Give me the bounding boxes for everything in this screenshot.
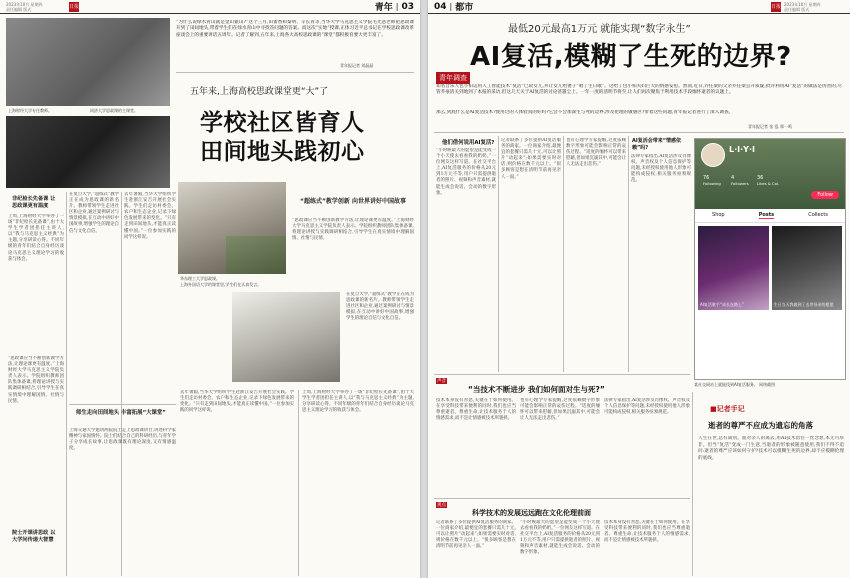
article-body: “小时候最大的愿望是能变成一个小天使去看看我的奶奶。”一位网友这样写道。在社交平台上,AI复活服务的价格从20元到1万元不等,用户只需提供逝者的照片、视频和声音素材,就能生成会说话、会动的数字形象。: [436, 148, 496, 196]
paper-logo: 日报: [69, 2, 79, 12]
editorial-body: 人生在世,总有离别。面对亲人的离去,用AI技术留住一丝念想,本无可厚非。但当“复活”变成一门生意,当逝者的形象被随意使用,我们不得不追问:逝者的尊严应该如何守护?技术可以模糊生死的边界,却不应模糊伦理的底线。: [698, 436, 844, 461]
newspaper-page-right: [428, 0, 850, 578]
stat-following: 76 Following: [703, 175, 721, 186]
paper-logo: 日报: [771, 2, 781, 12]
editorial-tag: ■记者手记: [710, 405, 745, 413]
subhead: 科学技术的发展远远跑在文化伦理前面: [472, 509, 591, 517]
subhead: AI复活会带来“情感依赖”吗?: [632, 138, 682, 151]
tab-posts[interactable]: Posts: [758, 212, 775, 218]
divider: [434, 498, 690, 499]
deck: 最低20元最高1万元 就能实现“数字永生”: [508, 24, 691, 35]
divider: [434, 374, 690, 375]
stat-followers: 4 Followers: [731, 175, 749, 186]
classroom-photo: [6, 18, 170, 106]
profile-title: L·I·Y·I: [729, 145, 755, 154]
page-number: 03: [401, 1, 414, 12]
kicker: 五年来,上海高校思政课堂更“大”了: [190, 87, 329, 97]
headline: AI复活,模糊了生死的边界?: [470, 42, 792, 72]
follow-button[interactable]: Follow: [811, 191, 839, 199]
article-body: 记者联系了多位提供AI复活服务的商家。一位商家介绍,最便宜的套餐只需几十元,可以让照片“动起来”;如果需要实时对话,则价格在数千元以上。“很多顾客是想在清明节前再见亲人一面。”: [436, 520, 516, 550]
article-body: 也有心理学专家提醒,过度依赖数字形象可能会影响正常的哀伤过程。“适度的缅怀可以带来慰藉,但如果沉溺其中,可能会让人无法走出悲伤。”: [566, 138, 626, 168]
article-body: 法律专家指出,AI复活涉及肖像权、声音权及个人信息保护等问题,未经授权使用他人形象可能构成侵权,相关服务亟须规范。: [604, 398, 690, 416]
headline-line-2: 田间地头践初心: [200, 139, 365, 165]
article-body: 法律专家指出,AI复活涉及肖像权、声音权及个人信息保护等问题,未经授权使用他人形象可能构成侵权,相关服务亟须规范。: [631, 154, 691, 184]
article-body: 在复旦大学,“超练式”教学正在成为思政课的新名片。教师带领学生走进社区和企业,通过案例研讨与情景模拟,在互动中讲好中国故事,增强学生的理论自信与文化自信。: [69, 192, 119, 234]
section-tag: 观点: [437, 503, 446, 508]
masthead-right: 04 | 都市 日报 2023年10月 星期四 责任编辑 版式: [428, 0, 850, 14]
post-thumbnail[interactable]: 生日当天我做到了去世母亲的愿望: [772, 226, 843, 310]
byline: 青年报记者 张 泓 郑一鸣: [748, 124, 792, 129]
article-body: 也有心理学专家提醒,过度依赖数字形象可能会影响正常的哀伤过程。“适度的缅怀可以带来慰藉,但如果沉溺其中,可能会让人无法走出悲伤。”: [520, 398, 600, 422]
social-app-screenshot: [694, 138, 846, 380]
article-body: 技术本身没有善恶,关键在于如何使用。在享受科技带来便利的同时,我们也应当尊重逝者、尊重生命,让技术服务于人的情感需求,而不是让情感被技术所裹挟。: [604, 520, 690, 544]
badge: 青年调查: [436, 72, 470, 84]
lead-paragraph: 那么,到底什么是AI复活技术?使用过的人体验真的好吗?它会不会加深生与死的边界,涉及伦理的敏感区?带着这些问题,青年报记者进行了深入调查。: [436, 110, 734, 115]
tab-shop[interactable]: Shop: [712, 212, 725, 218]
article-body: 在复旦大学,“超练式”教学正在成为思政课的新名片。教师带领学生走进社区和企业,通过案例研讨与情景模拟,在互动中讲好中国故事,增强学生的理论自信与文化自信。: [346, 292, 414, 322]
post-grid: [695, 223, 845, 313]
tab-collects[interactable]: Collects: [808, 212, 828, 218]
pullquote: “当技术不断进步 我们如何面对生与死?”: [468, 385, 605, 394]
intro-quote: “为什么说绿水青山就是金山银山?”这个三月,田蕾香和秦明、辛长青等,当华大学马克思主义学院毛光意老师把思政课开到了田间地头,带着学生们在绿水青山中寻找答问题的答案。而这次“实地”授课,正体习近平总书记在学校思政课改革座谈会上的重要讲话五周年。记者了解到,五年来,上海各大高校思政课的“课堂”都积极育要大更丰富了。: [176, 20, 414, 38]
column-rule: [66, 192, 67, 576]
article-body: 技术本身没有善恶,关键在于如何使用。在享受科技带来便利的同时,我们也应当尊重逝者、尊重生命,让技术服务于人的情感需求,而不是让情感被技术所裹挟。: [436, 398, 516, 422]
photo-caption: 华东理工大学思政课。: [180, 276, 220, 281]
newspaper-page-left: [0, 0, 420, 578]
subhead: “超练式”教学创新 向世界讲好中国故事: [300, 198, 406, 205]
section-name: 青年: [374, 3, 393, 13]
photo-caption: 某社交网站上就能找到AI复活服务。 网络截图: [694, 382, 776, 387]
divider: [176, 72, 414, 73]
column-rule: [498, 136, 499, 372]
profile-tabs: [695, 209, 845, 223]
article-body: 去年暑假,当华大学组织学生赴浙江安吉开展社会实践。学生们走访村委会、农户和生态企业,记录下绿色发展带来的变化。“只有走到田间地头,才能真正读懂中国。”一位参加实践的同学这样说。: [180, 390, 294, 414]
article-body: “思政课应当不断创新教学方法,让理论课更有温度。”上海财经大学马克思主义学院负责人表示。学院组织教师团队集体备课,将理论讲授与实践调研相结合,引导学生在真实情境中理解国情、社情与民情。: [292, 218, 414, 242]
page-number: 04: [434, 1, 447, 12]
column-rule: [692, 392, 693, 576]
outdoor-class-photo: [226, 236, 286, 274]
photo-caption: 上海财经大学专任教师。: [8, 108, 52, 113]
photo-caption: 同济大学思政课的主课堂。: [90, 108, 138, 113]
section-tag: 声音: [437, 379, 446, 384]
column-rule: [563, 136, 564, 372]
masthead-left: 2023年10月 星期四 责任编辑 版式 日报 青年 | 03: [0, 0, 420, 14]
photo-caption: 上海外国语大学的课堂里,学生们在认真发言。: [180, 282, 262, 287]
article-body: 去年暑假,当华大学组织学生赴浙江安吉开展社会实践。学生们走访村委会、农户和生态企业,记录下绿色发展带来的变化。“只有走到田间地头,才能真正读懂中国。”一位参加实践的同学这样说。: [124, 192, 176, 240]
section-name: 都市: [455, 3, 474, 13]
subhead: 师生走向田间地头 丰富拓展“大课堂”: [76, 410, 166, 416]
avatar: [701, 143, 725, 167]
stat-likes: 36 Likes & Col.: [757, 175, 780, 186]
lecture-photo: [6, 116, 170, 188]
post-thumbnail[interactable]: AI复活歌手“成长在路上”: [698, 226, 769, 310]
seminar-photo: [232, 292, 340, 382]
editorial-title: 逝者的尊严不应成为遗忘的角落: [708, 421, 813, 430]
article-body: 上周,上海财经大学举办了一场“非纪检长先备课”,由十大学生学者团担任主讲人,以“我与马克思主义经典”为主题,分享研读心得。不同年级的青年们结合自身经历谈论马克思主义理论学习的收获与体会。: [8, 214, 64, 262]
subhead: 院士开课讲思政 以大学问传递大智慧: [12, 530, 56, 543]
masthead-meta: 2023年10月 星期四 责任编辑 版式: [784, 1, 821, 12]
article-body: “小时候最大的愿望是能变成一个小天使去看看我的奶奶。”一位网友这样写道。在社交平台上,AI复活服务的价格从20元到1万元不等,用户只需提供逝者的照片、视频和声音素材,就能生成会说话、会动的数字形象。: [520, 520, 600, 556]
masthead-meta: 2023年10月 星期四 责任编辑 版式: [6, 1, 43, 12]
column-rule: [628, 136, 629, 372]
byline: 青年报记者 刘晶晶: [340, 63, 374, 68]
article-body: 上海交通大学邀请两院院士走上思政课讲台,讲述科学家精神与家国情怀。院士们结合自己的科研经历,与青年学子分享成长故事,让思政课既有理论深度,又有情感温度。: [69, 428, 176, 452]
divider: [434, 132, 844, 133]
article-body: “思政课应当不断创新教学方法,让理论课更有温度。”上海财经大学马克思主义学院负责人表示。学院组织教师团队集体备课,将理论讲授与实践调研相结合,引导学生在真实情境中理解国情、社情与民情。: [8, 356, 64, 404]
subhead: 他们借何说用AI复活?: [442, 140, 495, 146]
article-body: 上周,上海财经大学举办了一场“非纪检长先备课”,由十大学生学者团担任主讲人,以“我与马克思主义经典”为主题,分享研读心得。不同年级的青年们结合自身经历谈论马克思主义理论学习的收获与体会。: [302, 390, 414, 414]
divider: [69, 404, 176, 405]
column-rule: [298, 390, 299, 576]
headline-line-1: 学校社区皆育人: [200, 110, 365, 136]
subhead: 非纪检长先备课 让思政课更有温度: [12, 196, 56, 209]
article-body: 记者联系了多位提供AI复活服务的商家。一位商家介绍,最便宜的套餐只需几十元,可以让照片“动起来”;如果需要实时对话,则价格在数千元以上。“很多顾客是想在清明节前再见亲人一面。”: [501, 138, 561, 180]
profile-header: [695, 139, 845, 209]
lead-paragraph: 知名音乐人包小柏运用人工智能技术“复活”已故女儿,并让女儿给妻子“唱了生日歌”。这给了包小柏夫妇巨大的情感安慰。然而,近日,乔任梁的父亲乔任梁公开质疑,批评利用AI“复活”的做法是伪善的,尽管乔豪清关到地到了本报的采访,但这几天关于AI复活的讨论甚嚣尘上。一年一度的清明节将至,让人们再次聚焦于利用技术手段缅怀逝者的议题上。: [436, 84, 842, 96]
